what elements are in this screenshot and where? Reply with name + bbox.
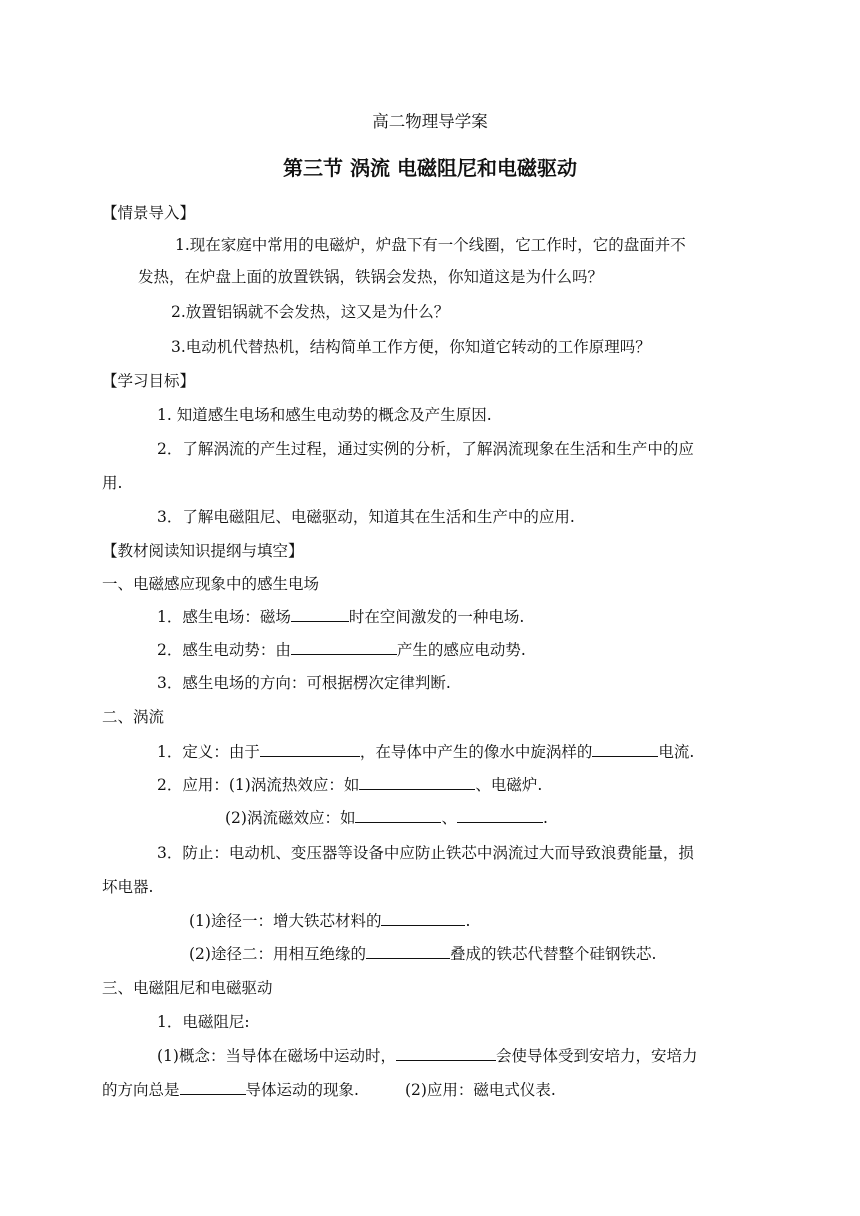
outline-heading: 【教材阅读知识提纲与填空】 (102, 542, 304, 560)
goals-heading: 【学习目标】 (102, 372, 196, 390)
s1-item-2-text-b: 产生的感应电动势. (396, 641, 526, 659)
s2-item-3-line2: 坏电器. (102, 878, 154, 896)
s1-item-3: 3．感生电场的方向：可根据楞次定律判断. (157, 674, 451, 692)
doc-title: 高二物理导学案 (372, 112, 488, 131)
intro-q1-line2: 发热，在炉盘上面的放置铁锅，铁锅会发热，你知道这是为什么吗？ (138, 268, 604, 286)
s2-item-2-text-a: 2．应用：(1)涡流热效应：如 (157, 776, 360, 794)
s2-way-2 (189, 943, 656, 965)
s2-way-1-text-a: (1)途径一：增大铁芯材料的 (189, 912, 382, 930)
s1-item-1-text-b: 时在空间激发的一种电场. (348, 608, 525, 626)
intro-q2: 2.放置铝锅就不会发热，这又是为什么？ (171, 303, 450, 321)
s1-item-1-text-a: 1．感生电场：磁场 (157, 608, 291, 626)
fill-blank[interactable] (180, 1079, 246, 1095)
fill-blank[interactable] (396, 1045, 496, 1061)
goal-1: 1. 知道感生电场和感生电动势的概念及产生原因. (157, 406, 492, 424)
fill-blank[interactable] (260, 741, 360, 757)
s1-item-1 (157, 606, 524, 628)
fill-blank[interactable] (381, 910, 465, 926)
s2-item-1-text-b: ，在导体中产生的像水中旋涡样的 (359, 743, 593, 761)
fill-blank[interactable] (355, 807, 441, 823)
s2-item-3-line1: 3．防止：电动机、变压器等设备中应防止铁芯中涡流过大而导致浪费能量，损 (157, 844, 694, 862)
goal-2-line1: 2．了解涡流的产生过程，通过实例的分析，了解涡流现象在生活和生产中的应 (157, 440, 694, 458)
s3-item-1: 1．电磁阻尼: (157, 1013, 250, 1031)
section-1-title: 一、电磁感应现象中的感生电场 (102, 575, 320, 593)
section-2-title: 二、涡流 (102, 708, 165, 726)
s2-item-2-sub (225, 807, 548, 829)
section-title: 第三节 涡流 电磁阻尼和电磁驱动 (283, 156, 577, 180)
goal-3: 3．了解电磁阻尼、电磁驱动，知道其在生活和生产中的应用. (157, 508, 575, 526)
s2-item-2-text-b: 、电磁炉. (475, 776, 543, 794)
s3-concept2-text-b: 导体运动的现象. (245, 1081, 359, 1099)
s2-way-1-text-b: . (465, 912, 471, 930)
goal-2-line2: 用. (102, 474, 123, 492)
s2-item-2-sub-text-b: 、 (441, 809, 457, 827)
s2-item-2 (157, 774, 542, 796)
s3-concept2-text-a: 的方向总是 (102, 1081, 180, 1099)
section-3-title: 三、电磁阻尼和电磁驱动 (102, 979, 273, 997)
s2-item-1-text-c: 电流. (658, 743, 695, 761)
s3-application-text: (2)应用：磁电式仪表. (404, 1081, 556, 1099)
fill-blank[interactable] (592, 741, 658, 757)
fill-blank[interactable] (291, 606, 349, 622)
fill-blank[interactable] (359, 774, 475, 790)
intro-q1-line1: 1.现在家庭中常用的电磁炉，炉盘下有一个线圈，它工作时，它的盘面并不 (175, 236, 686, 254)
s2-item-1 (157, 741, 694, 763)
s2-way-2-text-b: 叠成的铁芯代替整个硅钢铁芯. (449, 945, 657, 963)
s2-item-2-sub-text-c: . (542, 809, 548, 827)
s2-way-2-text-a: (2)途径二：用相互绝缘的 (189, 945, 366, 963)
fill-blank[interactable] (457, 807, 543, 823)
fill-blank[interactable] (291, 639, 397, 655)
s1-item-2-text-a: 2．感生电动势：由 (157, 641, 291, 659)
s1-item-2 (157, 639, 526, 661)
s3-concept-text-a: (1)概念：当导体在磁场中运动时， (157, 1047, 396, 1065)
s2-way-1 (189, 910, 470, 932)
intro-heading: 【情景导入】 (102, 204, 196, 222)
s3-concept-text-b: 会使导体受到安培力，安培力 (495, 1047, 698, 1065)
fill-blank[interactable] (366, 943, 450, 959)
intro-q3: 3.电动机代替热机，结构简单工作方便，你知道它转动的工作原理吗？ (171, 338, 651, 356)
s2-item-1-text-a: 1．定义：由于 (157, 743, 260, 761)
s3-concept-line1 (157, 1045, 697, 1067)
s2-item-2-sub-text-a: (2)涡流磁效应：如 (225, 809, 356, 827)
s3-concept-line2 (102, 1079, 556, 1101)
